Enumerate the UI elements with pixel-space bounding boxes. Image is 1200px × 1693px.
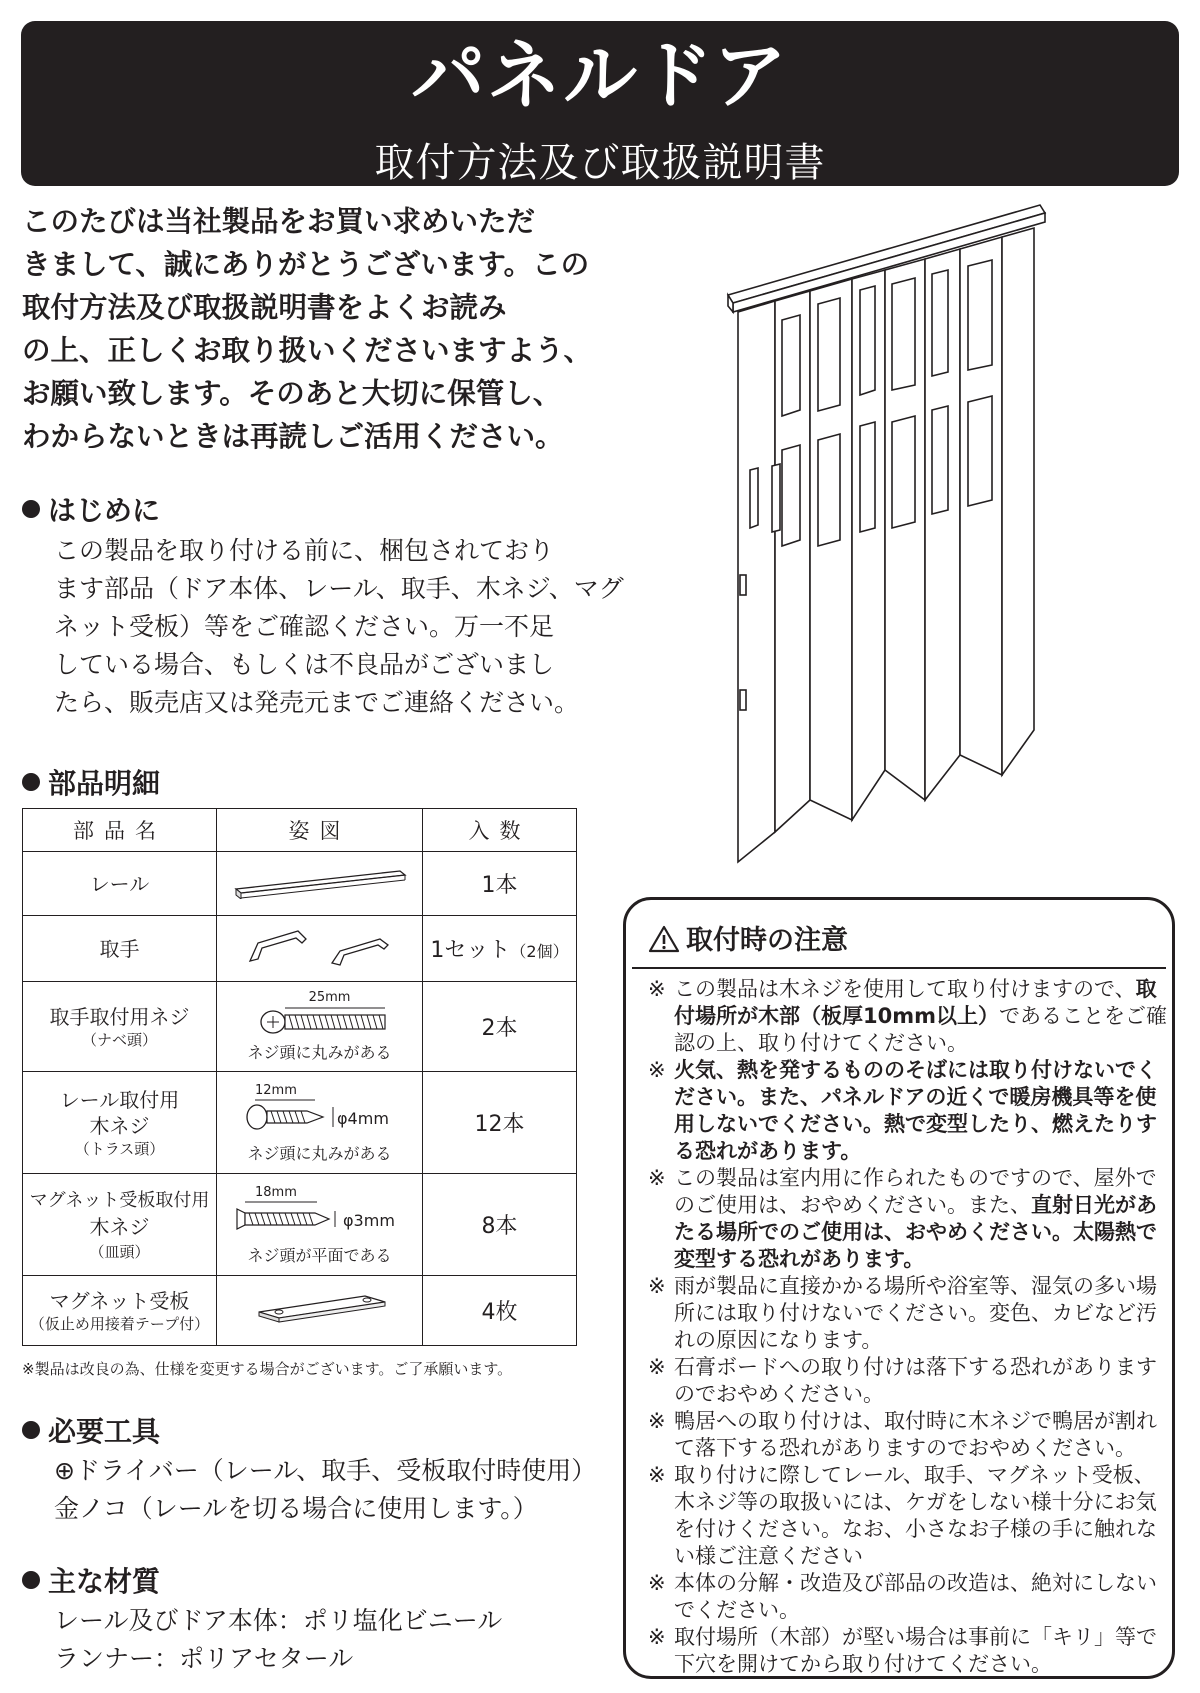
- part-quantity: 1本: [423, 852, 577, 916]
- section-heading-tools: 必要工具: [22, 1418, 160, 1446]
- tool-line: 金ノコ（レールを切る場合に使用します。）: [54, 1494, 538, 1523]
- caution-text: この製品は木ネジを使用して取り付けますので、: [674, 977, 1136, 1001]
- diameter-label: φ3mm: [343, 1211, 395, 1230]
- intro-line: の上、正しくお取り扱いくださいますよう、: [22, 334, 593, 367]
- table-row: [23, 1174, 577, 1276]
- caution-text: 火気、熱を発するもののそばには取り付けないでください。また、パネルドアの近くで暖房機具等を使用しないでください。熱で変型したり、燃えたりする恐れがあります。: [674, 1058, 1157, 1163]
- truss-head-screw-icon: [245, 1097, 345, 1133]
- table-row: [23, 916, 577, 982]
- note-mark: ※: [648, 1625, 666, 1649]
- caution-text: 雨が製品に直接かかる場所や浴室等、湿気の多い場所には取り付けないでください。変色、カビなど汚れの原因になります。: [674, 1274, 1157, 1352]
- intro-section-body: [54, 532, 624, 722]
- intro-line: きまして、誠にありがとうございます。この: [22, 248, 590, 281]
- caution-item: [648, 1570, 1168, 1624]
- caution-text: 本体の分解・改造及び部品の改造は、絶対にしないでください。: [674, 1571, 1157, 1622]
- caution-item: [648, 1408, 1168, 1462]
- warning-icon: [648, 925, 680, 953]
- note-mark: ※: [648, 1355, 666, 1379]
- part-figure: [217, 1072, 423, 1174]
- caution-text: この製品は室内用に作られたものですので、屋外でのご使用は、おやめください。また、: [674, 1166, 1157, 1217]
- figure-caption: ネジ頭が平面である: [247, 1246, 392, 1265]
- column-header: 姿図: [217, 809, 423, 852]
- tool-line: ⊕ドライバー（レール、取手、受板取付時使用）: [54, 1456, 597, 1485]
- caution-item: [648, 1057, 1168, 1165]
- part-name: マグネット受板取付用 木ネジ （皿頭）: [23, 1174, 217, 1276]
- note-mark: ※: [648, 1166, 666, 1190]
- part-quantity: 12本: [423, 1072, 577, 1174]
- bullet-icon: [22, 1421, 40, 1439]
- figure-caption: ネジ頭に丸みがある: [247, 1144, 392, 1163]
- part-figure: [217, 1276, 423, 1346]
- parts-table: [22, 808, 577, 1346]
- flat-head-screw-icon: [231, 1199, 341, 1235]
- note-mark: ※: [648, 1274, 666, 1298]
- part-name: レール取付用 木ネジ （トラス頭）: [23, 1072, 217, 1174]
- part-figure: [217, 916, 423, 982]
- table-row: [23, 852, 577, 916]
- part-quantity: 1セット（2個）: [423, 916, 577, 982]
- caution-item: [648, 1462, 1168, 1570]
- caution-text: 石膏ボードへの取り付けは落下する恐れがありますのでおやめください。: [674, 1355, 1157, 1406]
- caution-item: [648, 1273, 1168, 1354]
- note-mark: ※: [648, 1058, 666, 1082]
- header-banner: [21, 21, 1179, 186]
- part-quantity: 8本: [423, 1174, 577, 1276]
- part-name: 取手取付用ネジ （ナベ頭）: [23, 982, 217, 1072]
- dimension-label: 12mm: [255, 1083, 297, 1098]
- intro-text: [22, 200, 592, 458]
- column-header: 部品名: [23, 809, 217, 852]
- handle-icon: [240, 921, 400, 971]
- section-heading-intro: はじめに: [22, 497, 160, 525]
- section-heading-materials: 主な材質: [22, 1568, 160, 1596]
- intro-line: このたびは当社製品をお買い求めいただ: [22, 205, 536, 238]
- part-figure: [217, 852, 423, 916]
- part-name: レール: [23, 852, 217, 916]
- caution-text: 鴨居への取り付けは、取付時に木ネジで鴨居が割れて落下する恐れがありますのでおやめください。: [674, 1409, 1157, 1460]
- note-mark: ※: [648, 1571, 666, 1595]
- intro-line: 取付方法及び取扱説明書をよくお読み: [22, 291, 507, 324]
- caution-text: であることをご確認の上、取り付けてください。: [674, 1004, 1167, 1055]
- bullet-icon: [22, 773, 40, 791]
- magnet-plate-icon: [245, 1288, 395, 1328]
- material-line: レール及びドア本体：ポリ塩化ビニール: [54, 1606, 503, 1635]
- column-header: 入数: [423, 809, 577, 852]
- dimension-label: 18mm: [255, 1185, 297, 1200]
- tools-body: [54, 1452, 596, 1528]
- intro-section-line: たら、販売店又は発売元までご連絡ください。: [54, 688, 580, 717]
- rail-icon: [230, 863, 410, 899]
- caution-text: 取付場所が木部（板厚10mm以上）: [674, 977, 1157, 1028]
- bullet-icon: [22, 1571, 40, 1589]
- page-title: パネルドア: [411, 33, 789, 119]
- caution-divider: [632, 967, 1166, 969]
- page-subtitle: 取付方法及び取扱説明書: [374, 140, 826, 186]
- panel-door-illustration: [720, 200, 1050, 880]
- parts-table-header: [23, 809, 577, 852]
- table-row: [23, 1072, 577, 1174]
- part-quantity: 2本: [423, 982, 577, 1072]
- part-name: 取手: [23, 916, 217, 982]
- note-mark: ※: [648, 977, 666, 1001]
- part-figure: [217, 982, 423, 1072]
- caution-text: 直射日光があたる場所でのご使用は、おやめください。太陽熱で変型する恐れがあります。: [674, 1193, 1157, 1271]
- intro-line: わからないときは再読しご活用ください。: [22, 420, 564, 453]
- materials-body: [54, 1602, 502, 1678]
- intro-line: お願い致します。そのあと大切に保管し、: [22, 377, 562, 410]
- note-mark: ※: [648, 1463, 666, 1487]
- part-name: マグネット受板 （仮止め用接着テープ付）: [23, 1276, 217, 1346]
- part-figure: [217, 1174, 423, 1276]
- part-quantity: 4枚: [423, 1276, 577, 1346]
- diameter-label: φ4mm: [337, 1109, 389, 1128]
- caution-item: [648, 1165, 1168, 1273]
- spec-change-note: ※製品は改良の為、仕様を変更する場合がございます。ご了承願います。: [22, 1360, 513, 1378]
- material-line: ランナー：ポリアセタール: [54, 1644, 354, 1673]
- intro-section-line: この製品を取り付ける前に、梱包されており: [54, 536, 555, 565]
- caution-text: 取付場所（木部）が堅い場合は事前に「キリ」等で下穴を開けてから取り付けてください。: [674, 1625, 1157, 1676]
- caution-text: 取り付けに際してレール、取手、マグネット受板、木ネジ等の取扱いには、ケガをしない様十分にお気を付けください。なお、小さなお子様の手に触れない様ご注意ください: [674, 1463, 1157, 1568]
- intro-section-line: している場合、もしくは不良品がございまし: [54, 650, 555, 679]
- intro-section-line: ネット受板）等をご確認ください。万一不足: [54, 612, 555, 641]
- caution-item: [648, 976, 1168, 1057]
- intro-section-line: ます部品（ドア本体、レール、取手、木ネジ、マグ: [54, 574, 624, 603]
- figure-caption: ネジ頭に丸みがある: [247, 1043, 392, 1062]
- section-heading-parts: 部品明細: [22, 770, 160, 798]
- table-row: [23, 1276, 577, 1346]
- caution-list: [648, 976, 1168, 1678]
- table-row: [23, 982, 577, 1072]
- dimension-label: 25mm: [308, 990, 351, 1005]
- caution-title: 取付時の注意: [648, 918, 848, 957]
- caution-box: [623, 897, 1175, 1679]
- caution-item: [648, 1354, 1168, 1408]
- bullet-icon: [22, 500, 40, 518]
- pan-head-screw-icon: [245, 1005, 395, 1035]
- caution-item: [648, 1624, 1168, 1678]
- note-mark: ※: [648, 1409, 666, 1433]
